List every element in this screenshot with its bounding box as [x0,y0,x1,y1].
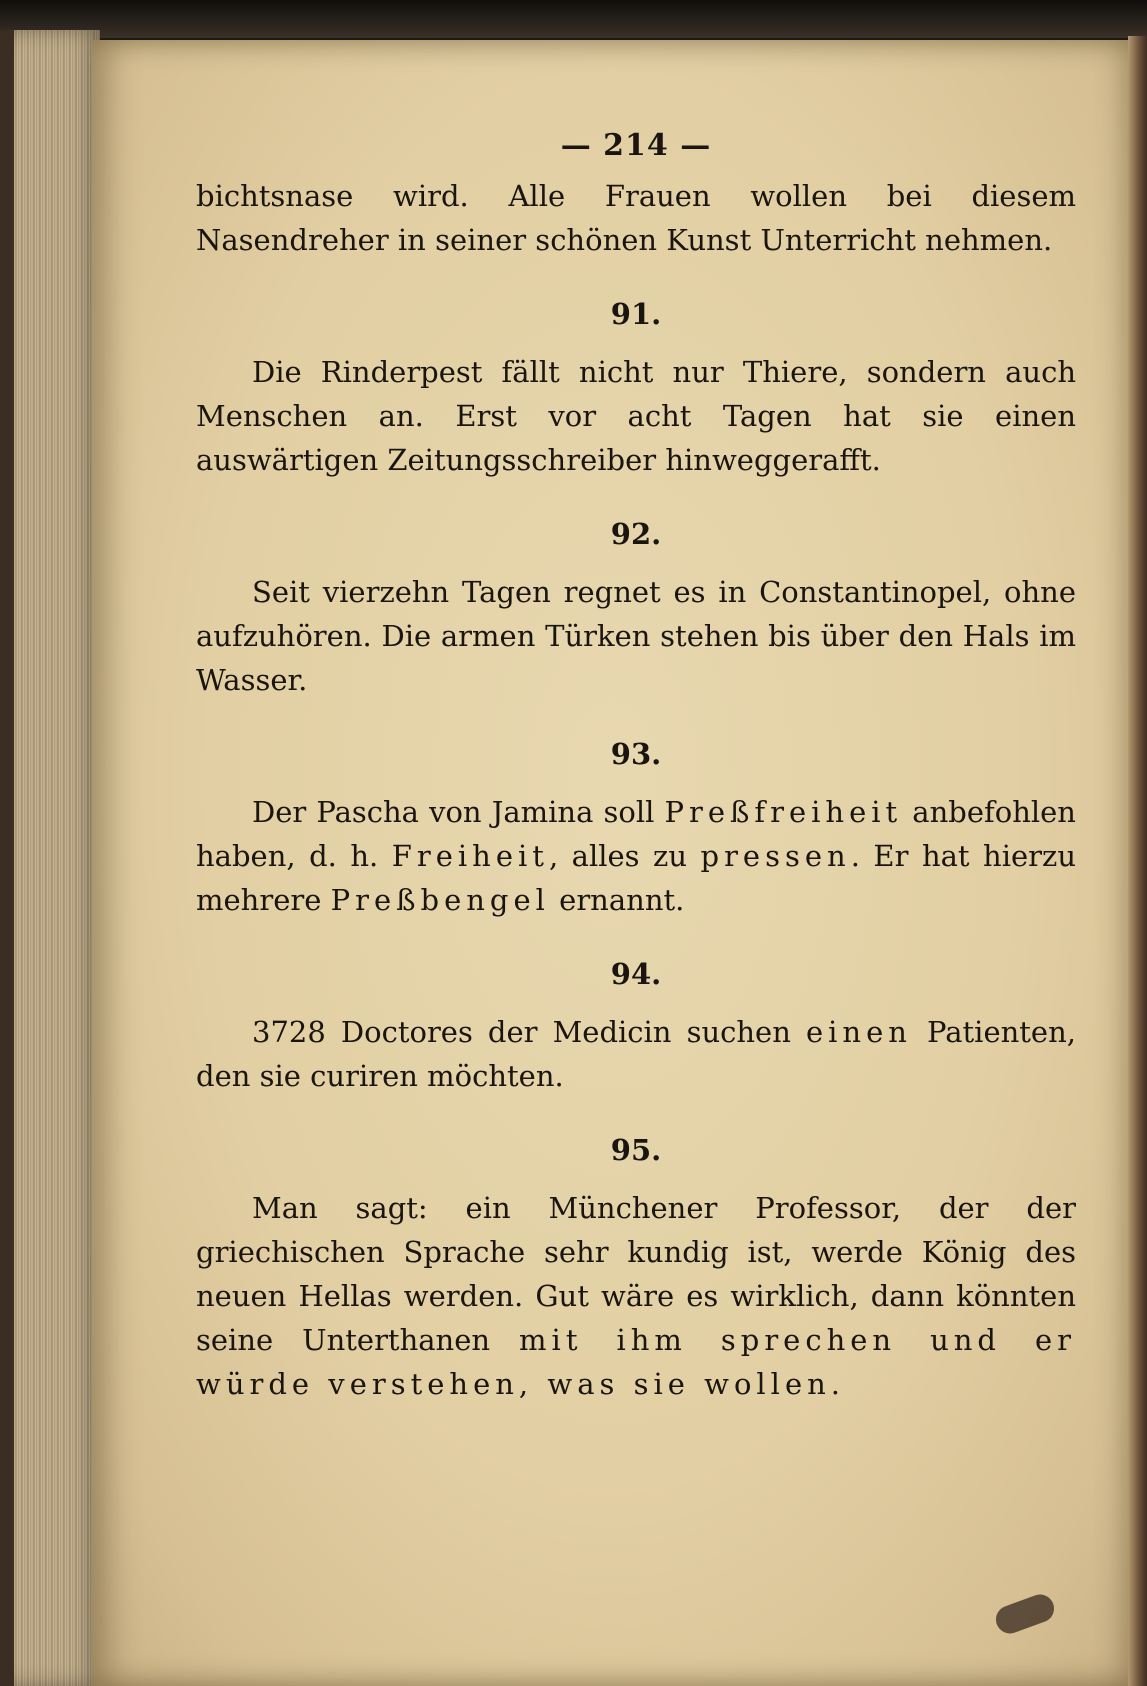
text-segment: 3728 Doctores der Medicin suchen [252,1015,806,1049]
text-segment: . Er hat hierzu mehrere [196,839,1076,917]
page-number: — 214 — [560,128,712,163]
section-text-95 [196,1186,1076,1406]
spaced-emphasis: Preßfreiheit [664,795,903,829]
text-segment: , alles zu [548,839,701,873]
text-segment: Man sagt: ein Münchener Professor, der der griechischen Sprache sehr kundig ist, werde König des neuen Hellas werden. Gut wäre es wirklich, dann könnten seine Unterthanen [196,1191,1076,1357]
text-segment: . [830,1367,841,1401]
section-number-92: 92. [610,517,662,551]
book-right-edge [1128,36,1147,1686]
left-page-stack [0,30,100,1686]
intro-paragraph: bichtsnase wird. Alle Frauen wollen bei diesem Nasendreher in seiner schönen Kunst Unterricht nehmen. [196,179,1076,257]
section-text-91: Die Rinderpest fällt nicht nur Thiere, sondern auch Menschen an. Erst vor acht Tagen hat sie einen auswärtigen Zeitungsschreiber hinweggerafft. [196,355,1076,477]
section-number-93: 93. [610,737,662,771]
text-segment: Der Pascha von Jamina soll [252,795,665,829]
spaced-emphasis: Preßbengel [330,883,550,917]
book-cover-edge [0,30,14,1686]
section-number-91: 91. [610,297,662,331]
spaced-emphasis: einen [805,1015,912,1049]
section-number-94: 94. [610,957,662,991]
page-text-block [196,118,1076,1406]
text-segment: Patienten, den sie curiren möchten. [196,1015,1076,1093]
spaced-emphasis: mit ihm sprechen und er würde verstehen, was sie wollen [196,1323,1076,1401]
section-text-93 [196,790,1076,922]
section-text-92: Seit vierzehn Tagen regnet es in Constantinopel, ohne aufzuhören. Die armen Türken stehen bis über den Hals im Wasser. [196,575,1076,697]
section-text-94 [196,1010,1076,1098]
spaced-emphasis: Freiheit [391,839,549,873]
text-segment: ernannt. [549,883,685,917]
spaced-emphasis: pressen [700,839,851,873]
section-number-95: 95. [610,1133,662,1167]
book-top-edge [0,0,1147,38]
text-segment: anbefohlen haben, d. h. [196,795,1076,873]
